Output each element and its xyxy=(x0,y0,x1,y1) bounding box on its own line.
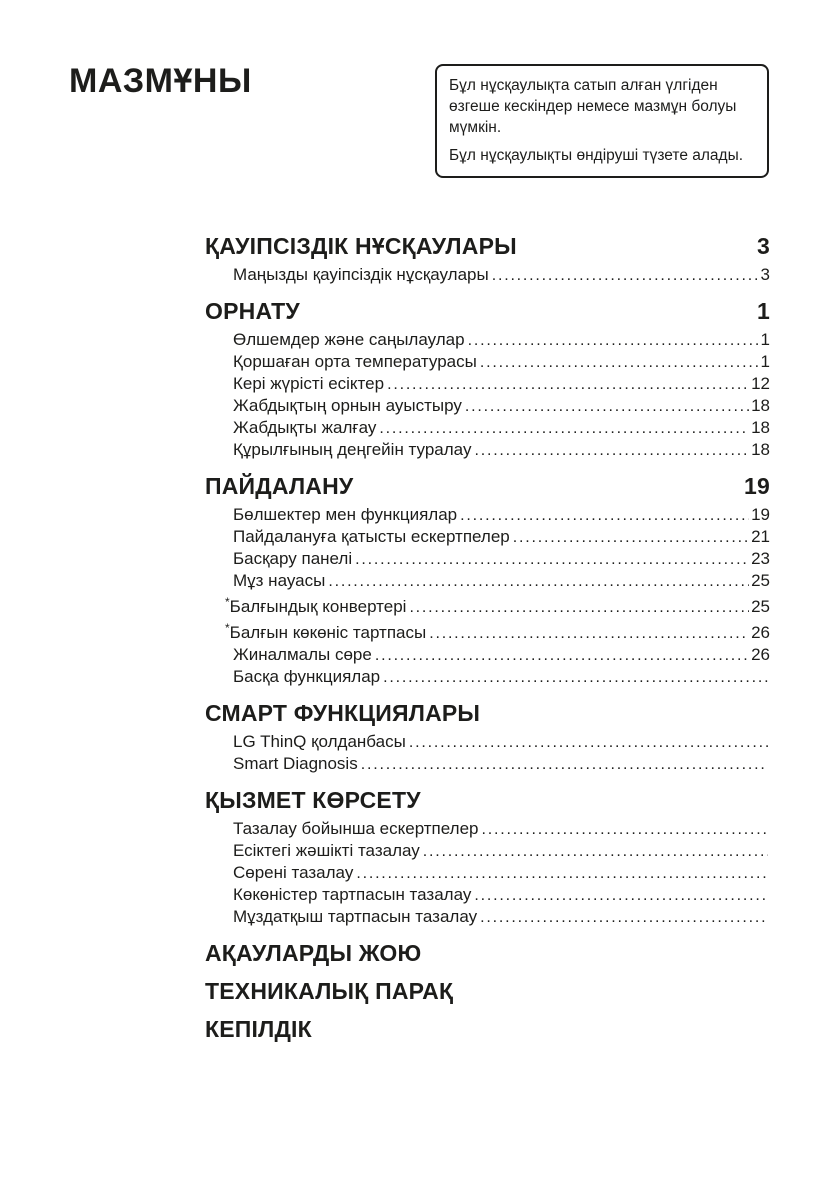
toc-item-page-number: 25 xyxy=(751,597,770,616)
toc-item xyxy=(205,840,770,862)
dot-leader xyxy=(379,417,749,439)
toc-section xyxy=(205,787,770,928)
notice-line-1: Бұл нұсқаулықта сатып алған үлгіден өзгеше кескіндер немесе мазмұн болуы мүмкін. xyxy=(449,77,737,136)
toc-item xyxy=(205,906,770,928)
toc-item-label: Кері жүрісті есіктер xyxy=(233,374,385,393)
dot-leader xyxy=(468,329,759,351)
dot-leader xyxy=(423,840,768,862)
toc-section xyxy=(205,978,770,1004)
toc-item-label: *Балғын көкөніс тартпасы xyxy=(233,618,426,643)
dot-leader xyxy=(429,622,749,644)
toc-section xyxy=(205,700,770,775)
toc-item xyxy=(205,548,770,570)
toc-section xyxy=(205,233,770,286)
section-header xyxy=(205,700,770,726)
dot-leader xyxy=(480,906,768,928)
toc-item-page-number: 12 xyxy=(751,374,770,393)
toc-item-label: Пайдалануға қатысты ескертпелер xyxy=(233,527,510,546)
toc-item xyxy=(205,753,770,775)
toc-item xyxy=(205,504,770,526)
toc-item xyxy=(205,618,770,644)
toc-item xyxy=(205,731,770,753)
toc-item-label: Smart Diagnosis xyxy=(233,754,358,773)
toc-item-label: Басқару панелі xyxy=(233,549,353,568)
section-header xyxy=(205,978,770,1004)
toc-item xyxy=(205,329,770,351)
toc-item xyxy=(205,264,770,286)
dot-leader xyxy=(465,395,749,417)
toc-item-page-number: 23 xyxy=(751,549,770,568)
section-title: КЕПІЛДІК xyxy=(205,1016,312,1042)
section-title: ОРНАТУ xyxy=(205,298,300,324)
toc-item xyxy=(205,818,770,840)
toc-item xyxy=(205,395,770,417)
toc-item-label: Сөрені тазалау xyxy=(233,863,354,882)
dot-leader xyxy=(383,666,768,688)
toc-item-page-number: 1 xyxy=(760,352,770,371)
toc-item-label: Басқа функциялар xyxy=(233,667,381,686)
toc-item-page-number: 21 xyxy=(751,527,770,546)
section-header xyxy=(205,787,770,813)
toc-item xyxy=(205,417,770,439)
toc-item-label: Жабдықтың орнын ауыстыру xyxy=(233,396,462,415)
toc-item-page-number: 1 xyxy=(760,330,770,349)
dot-leader xyxy=(361,753,768,775)
table-of-contents xyxy=(205,233,770,1047)
section-title: ПАЙДАЛАНУ xyxy=(205,473,354,499)
toc-item-label: *Балғындық конвертері xyxy=(233,592,406,617)
toc-item xyxy=(205,373,770,395)
toc-section xyxy=(205,473,770,688)
asterisk-marker: * xyxy=(225,621,230,635)
toc-item-label: Мұз науасы xyxy=(233,571,326,590)
dot-leader xyxy=(481,818,768,840)
section-header xyxy=(205,940,770,966)
toc-item-label: Жабдықты жалғау xyxy=(233,418,377,437)
section-page-number: 3 xyxy=(757,233,770,259)
dot-leader xyxy=(387,373,749,395)
toc-item-label: Қоршаған орта температурасы xyxy=(233,352,477,371)
section-title: ТЕХНИКАЛЫҚ ПАРАҚ xyxy=(205,978,454,1004)
section-header xyxy=(205,233,770,259)
section-title: СМАРТ ФУНКЦИЯЛАРЫ xyxy=(205,700,481,726)
section-title: ҚАУІПСІЗДІК НҰСҚАУЛАРЫ xyxy=(205,233,517,259)
toc-item-page-number: 19 xyxy=(751,505,770,524)
dot-leader xyxy=(474,439,749,461)
section-title: ҚЫЗМЕТ КӨРСЕТУ xyxy=(205,787,421,813)
toc-item-page-number: 18 xyxy=(751,440,770,459)
toc-item xyxy=(205,644,770,666)
dot-leader xyxy=(356,862,768,884)
toc-item xyxy=(205,351,770,373)
toc-item xyxy=(205,439,770,461)
toc-item-page-number: 18 xyxy=(751,418,770,437)
toc-item-label: Құрылғының деңгейін туралау xyxy=(233,440,472,459)
toc-item-label: Көкөністер тартпасын тазалау xyxy=(233,885,472,904)
dot-leader xyxy=(492,264,759,286)
section-title: АҚАУЛАРДЫ ЖОЮ xyxy=(205,940,422,966)
toc-item-label: Тазалау бойынша ескертпелер xyxy=(233,819,479,838)
toc-section xyxy=(205,298,770,461)
asterisk-marker: * xyxy=(225,595,230,609)
toc-item xyxy=(205,526,770,548)
toc-item xyxy=(205,592,770,618)
toc-item-page-number: 26 xyxy=(751,645,770,664)
section-header xyxy=(205,298,770,324)
toc-item-label: Өлшемдер және саңылаулар xyxy=(233,330,465,349)
toc-item-label: Бөлшектер мен функциялар xyxy=(233,505,458,524)
notice-box xyxy=(435,64,769,178)
toc-item-label: Маңызды қауіпсіздік нұсқаулары xyxy=(233,265,489,284)
toc-item xyxy=(205,884,770,906)
toc-item-page-number: 26 xyxy=(751,623,770,642)
dot-leader xyxy=(513,526,749,548)
toc-item-label: Жиналмалы сөре xyxy=(233,645,372,664)
dot-leader xyxy=(375,644,749,666)
toc-section xyxy=(205,1016,770,1042)
toc-item-page-number: 18 xyxy=(751,396,770,415)
toc-item-label: Есіктегі жәшікті тазалау xyxy=(233,841,420,860)
dot-leader xyxy=(480,351,759,373)
toc-item xyxy=(205,666,770,688)
notice-line-2: Бұл нұсқаулықты өндіруші түзете алады. xyxy=(449,147,744,164)
toc-section xyxy=(205,940,770,966)
dot-leader xyxy=(474,884,768,906)
page-title: МАЗМҰНЫ xyxy=(69,62,252,100)
section-page-number: 19 xyxy=(744,473,770,499)
dot-leader xyxy=(355,548,749,570)
dot-leader xyxy=(409,596,749,618)
toc-item xyxy=(205,862,770,884)
toc-item-label: Мұздатқыш тартпасын тазалау xyxy=(233,907,478,926)
dot-leader xyxy=(460,504,749,526)
toc-item-page-number: 3 xyxy=(760,265,770,284)
toc-item-label: LG ThinQ қолданбасы xyxy=(233,732,406,751)
section-header xyxy=(205,1016,770,1042)
section-header xyxy=(205,473,770,499)
section-page-number: 1 xyxy=(757,298,770,324)
dot-leader xyxy=(328,570,749,592)
dot-leader xyxy=(409,731,768,753)
toc-item-page-number: 25 xyxy=(751,571,770,590)
toc-item xyxy=(205,570,770,592)
